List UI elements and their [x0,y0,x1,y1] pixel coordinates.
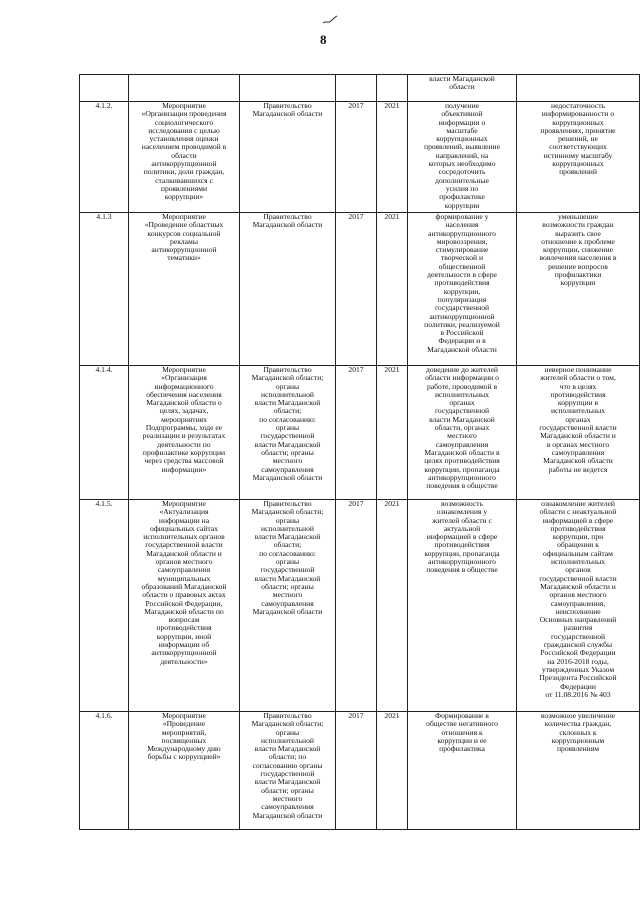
result-cell: получение объективной информации о масштабе коррупционных проявлений, выявление направлений, на которых необходимо сосредоточить дополнительные усилия по профилактике коррупции [408,102,517,213]
page-number: 8 [320,32,327,47]
consequence-cell: возможное увеличение количества граждан, склонных к коррупционным проявлениям [517,712,640,830]
consequence-cell [517,75,640,102]
consequence-cell: неверное понимание жителей области о том, что в целях противодействия коррупции в исполнительных органах государственной власти Магаданской области и в органах местного самоуправления Магаданской области работы не ведется [517,366,640,500]
consequence-cell: уменьшение возможности граждан выразить свое отношение к проблеме коррупции, снижение вовлечения населения в решение вопросов профилактики коррупции [517,213,640,366]
row-number [80,75,129,102]
start-year: 2017 [336,366,377,500]
event-cell: Мероприятие «Организация информационного обеспечения населения Магаданской области о целях, задачах, мероприятиях Подпрограммы, ходе ее реализации и результатах деятельности по профилактике коррупции через средства массовой информации» [129,366,240,500]
table-row [80,712,640,830]
start-year: 2017 [336,500,377,712]
executor-cell: Правительство Магаданской области [240,102,336,213]
end-year: 2021 [377,102,408,213]
end-year [377,75,408,102]
executor-cell: Правительство Магаданской области; органы исполнительной власти Магаданской области; по согласованию органы государственной власти Магаданской области; органы местного самоуправления Магаданской области [240,712,336,830]
row-number: 4.1.3 [80,213,129,366]
table-row [80,75,640,102]
table-row [80,102,640,213]
result-cell: формирование у населения антикоррупционного мировоззрения, стимулирование творческой и общественной деятельности в сфере противодействия коррупции, популяризация государственной антикоррупционной политики, реализуемой в Российской Федерации и в Магаданской области [408,213,517,366]
event-cell: Мероприятие «Проведение мероприятий, посвященных Международному дню борьбы с коррупцией» [129,712,240,830]
start-year: 2017 [336,213,377,366]
row-number: 4.1.5. [80,500,129,712]
executor-cell: Правительство Магаданской области; органы исполнительной власти Магаданской области; по согласованию: органы государственной власти Магаданской области; органы местного самоуправления Магаданской области [240,500,336,712]
consequence-cell: недостаточность информированности о коррупционных проявлениях, принятие решений, не соответствующих истинному масштабу коррупционных проявлений [517,102,640,213]
row-number: 4.1.4. [80,366,129,500]
start-year: 2017 [336,712,377,830]
consequence-cell: ознакомление жителей области с неактуальной информацией в сфере противодействия коррупции, при обращении к официальным сайтам исполнительных органов государственной власти Магаданской области и органов местного самоуправления, неисполнение Основных направлений развития государственной гражданской службы Российской Федерации на 2016-2018 годы, утвержденных Указом Президента Российской Федерации от 11.08.2016 № 403 [517,500,640,712]
end-year: 2021 [377,213,408,366]
executor-cell: Правительство Магаданской области [240,213,336,366]
event-cell: Мероприятие «Проведение областных конкурсов социальной рекламы антикоррупционной тематики» [129,213,240,366]
end-year: 2021 [377,500,408,712]
start-year [336,75,377,102]
event-cell [129,75,240,102]
event-cell: Мероприятие «Актуализация информации на официальных сайтах исполнительных органов государственной власти Магаданской области и органов местного самоуправления муниципальных образований Магаданской области о правовых актах Российской Федерации, Магаданской области по вопросам противодействия коррупции, иной информации об антикоррупционной деятельности» [129,500,240,712]
end-year: 2021 [377,712,408,830]
start-year: 2017 [336,102,377,213]
table-row [80,500,640,712]
executor-cell [240,75,336,102]
row-number: 4.1.2. [80,102,129,213]
row-number: 4.1.6. [80,712,129,830]
table-row [80,366,640,500]
executor-cell: Правительство Магаданской области; органы исполнительной власти Магаданской области; по согласованию: органы государственной власти Магаданской области; органы местного самоуправления Магаданской области [240,366,336,500]
result-cell: власти Магаданской области [408,75,517,102]
table-row [80,213,640,366]
end-year: 2021 [377,366,408,500]
result-cell: доведение до жителей области информации о работе, проводимой в исполнительных органах государственной власти Магаданской области, органах местного самоуправления Магаданской области в целях противодействия коррупции, пропаганда антикоррупционного поведения в обществе [408,366,517,500]
result-cell: Формирование в обществе негативного отношения к коррупции и ее профилактика [408,712,517,830]
event-cell: Мероприятие «Организация проведения социологического исследования с целью установления оценки населением проводимой в области антикоррупционной политики, доли граждан, сталкивавшихся с проявлениями коррупции» [129,102,240,213]
handwritten-mark-icon [322,14,338,26]
result-cell: возможность ознакомления у жителей области с актуальной информацией в сфере противодействия коррупции, пропаганда антикоррупционного поведения в обществе [408,500,517,712]
measures-table [79,74,640,830]
